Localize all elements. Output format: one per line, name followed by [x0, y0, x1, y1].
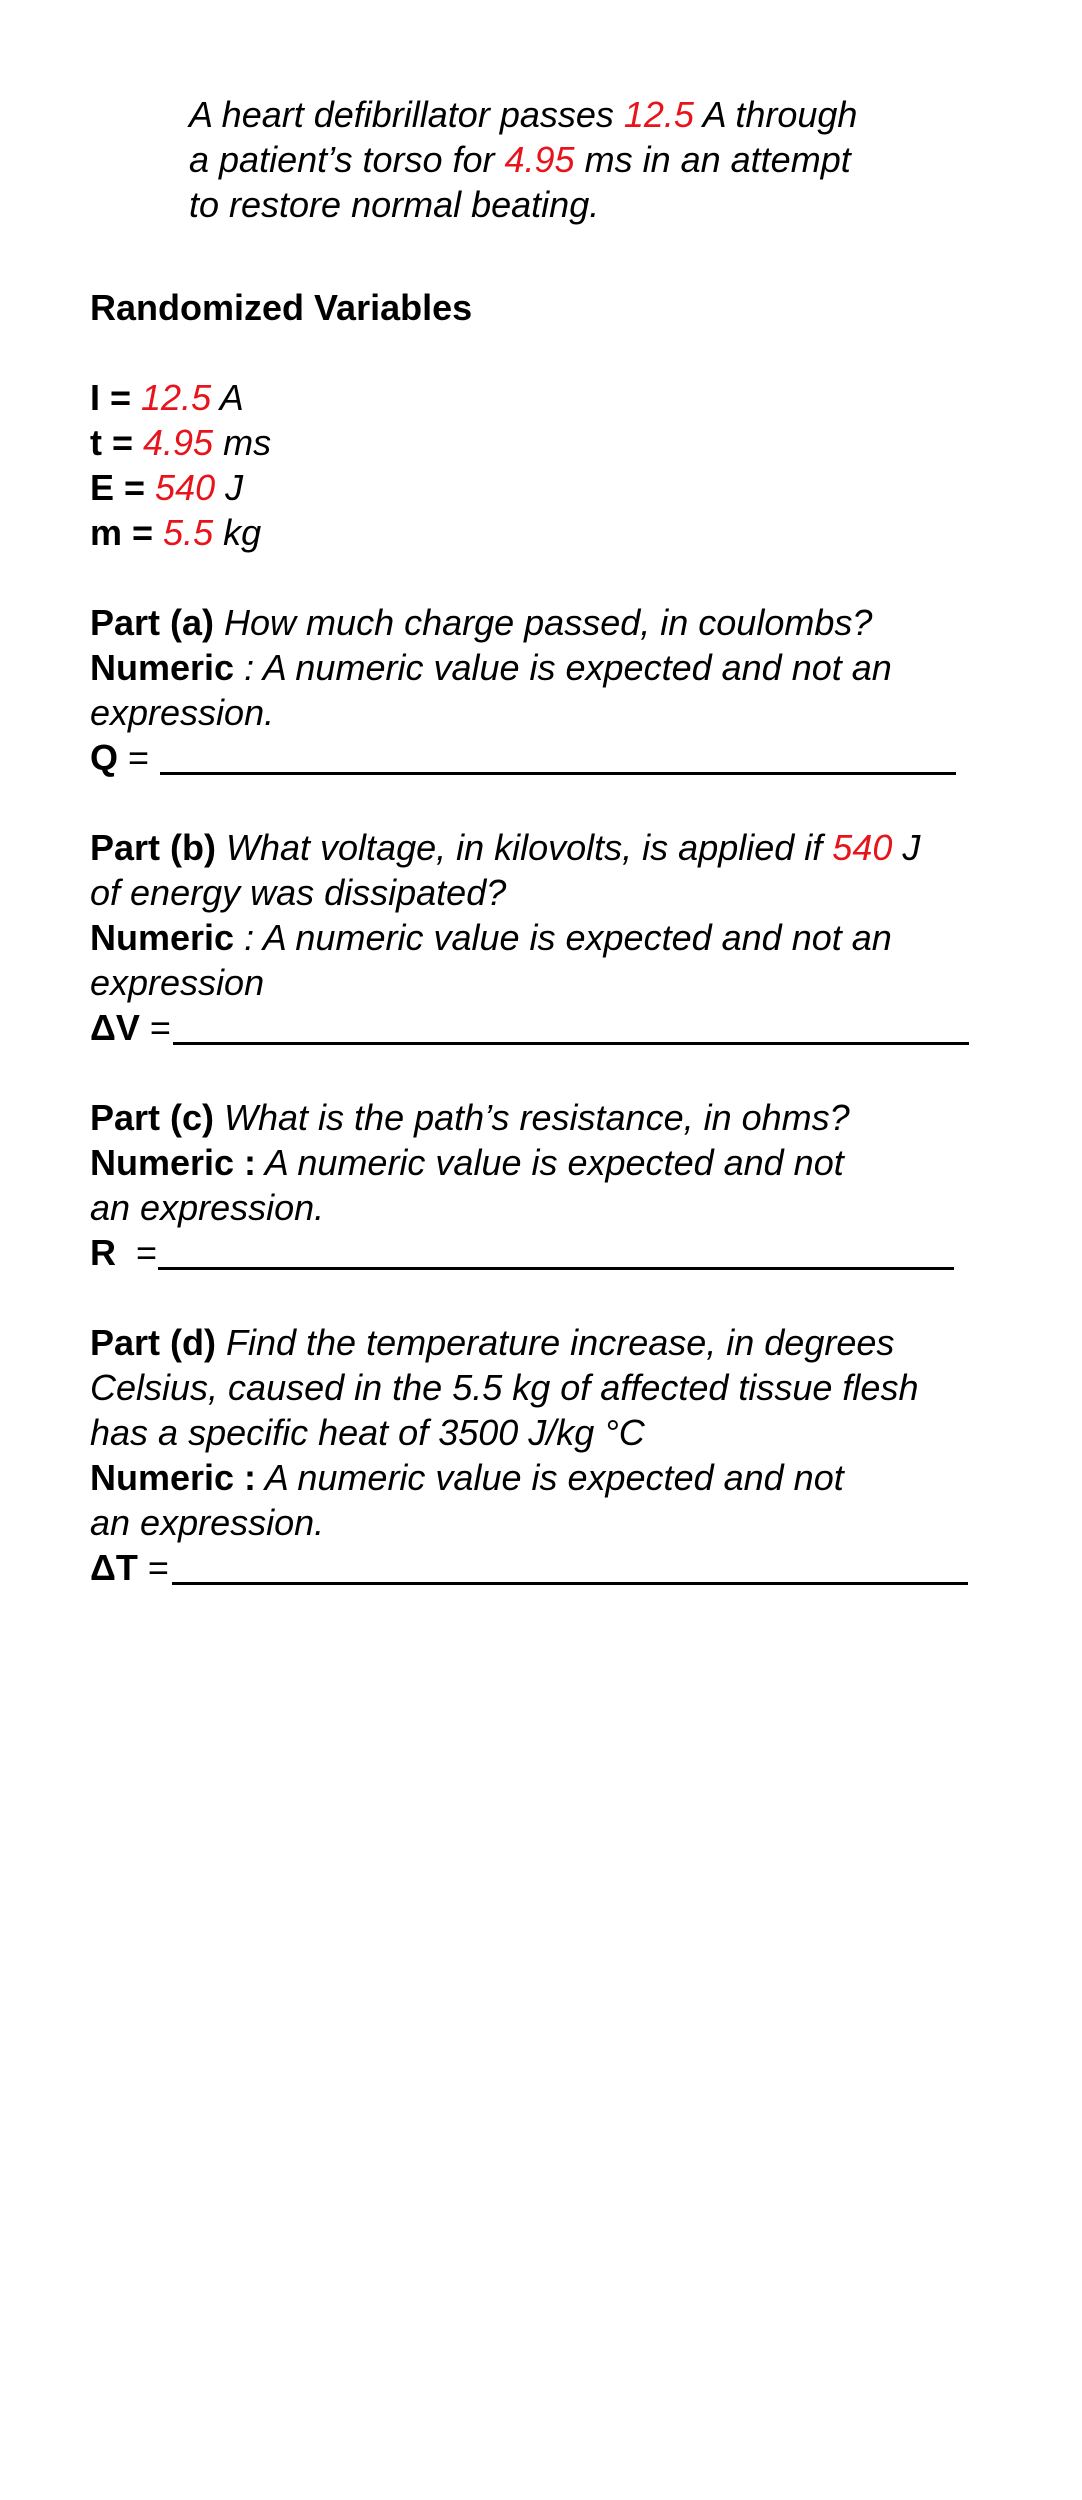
part-c-answer: R =: [90, 1230, 990, 1275]
part-b-answer: ΔV =: [90, 1005, 990, 1050]
randomized-variables-heading: Randomized Variables: [90, 287, 473, 328]
part-c-numeric-note: Numeric : A numeric value is expected and not: [90, 1142, 844, 1183]
part-d-answer: ΔT =: [90, 1545, 990, 1590]
part-b-question: Part (b) What voltage, in kilovolts, is applied if 540 J: [90, 827, 921, 868]
variable-current: I = 12.5 A: [90, 377, 244, 418]
part-d-numeric-note-cont: an expression.: [90, 1502, 325, 1543]
part-c: [90, 1095, 990, 1275]
variable-time: t = 4.95 ms: [90, 422, 272, 463]
statement-line-1: A heart defibrillator passes 12.5 A through: [189, 94, 858, 135]
variable-energy: E = 540 J: [90, 467, 244, 508]
statement-line-3: to restore normal beating.: [189, 184, 600, 225]
current-value: 12.5: [623, 94, 694, 135]
answer-blank-delta-t[interactable]: [172, 1582, 968, 1585]
time-value: 4.95: [504, 139, 575, 180]
variables-list: [90, 375, 271, 555]
part-a-answer: Q =: [90, 735, 990, 780]
part-d: [90, 1320, 990, 1590]
part-d-question-cont-1: Celsius, caused in the 5.5 kg of affected tissue flesh: [90, 1367, 919, 1408]
part-b-numeric-note: Numeric : A numeric value is expected and not an: [90, 917, 892, 958]
answer-blank-r[interactable]: [158, 1267, 954, 1270]
part-d-numeric-note: Numeric : A numeric value is expected and not: [90, 1457, 844, 1498]
answer-blank-delta-v[interactable]: [173, 1042, 969, 1045]
problem-statement: [189, 92, 949, 227]
part-d-question: Part (d) Find the temperature increase, in degrees: [90, 1322, 895, 1363]
part-b-numeric-note-cont: expression: [90, 962, 265, 1003]
statement-line-2: a patient’s torso for 4.95 ms in an attempt: [189, 139, 851, 180]
variable-mass: m = 5.5 kg: [90, 512, 262, 553]
part-b: [90, 825, 990, 1050]
part-a-numeric-note-cont: expression.: [90, 692, 275, 733]
answer-blank-q[interactable]: [160, 772, 956, 775]
part-a: [90, 600, 990, 780]
part-a-question: Part (a) How much charge passed, in coulombs?: [90, 602, 873, 643]
part-b-question-cont: of energy was dissipated?: [90, 872, 507, 913]
part-c-numeric-note-cont: an expression.: [90, 1187, 325, 1228]
part-a-numeric-note: Numeric : A numeric value is expected and not an: [90, 647, 892, 688]
part-d-question-cont-2: has a specific heat of 3500 J/kg °C: [90, 1412, 645, 1453]
part-c-question: Part (c) What is the path’s resistance, in ohms?: [90, 1097, 850, 1138]
